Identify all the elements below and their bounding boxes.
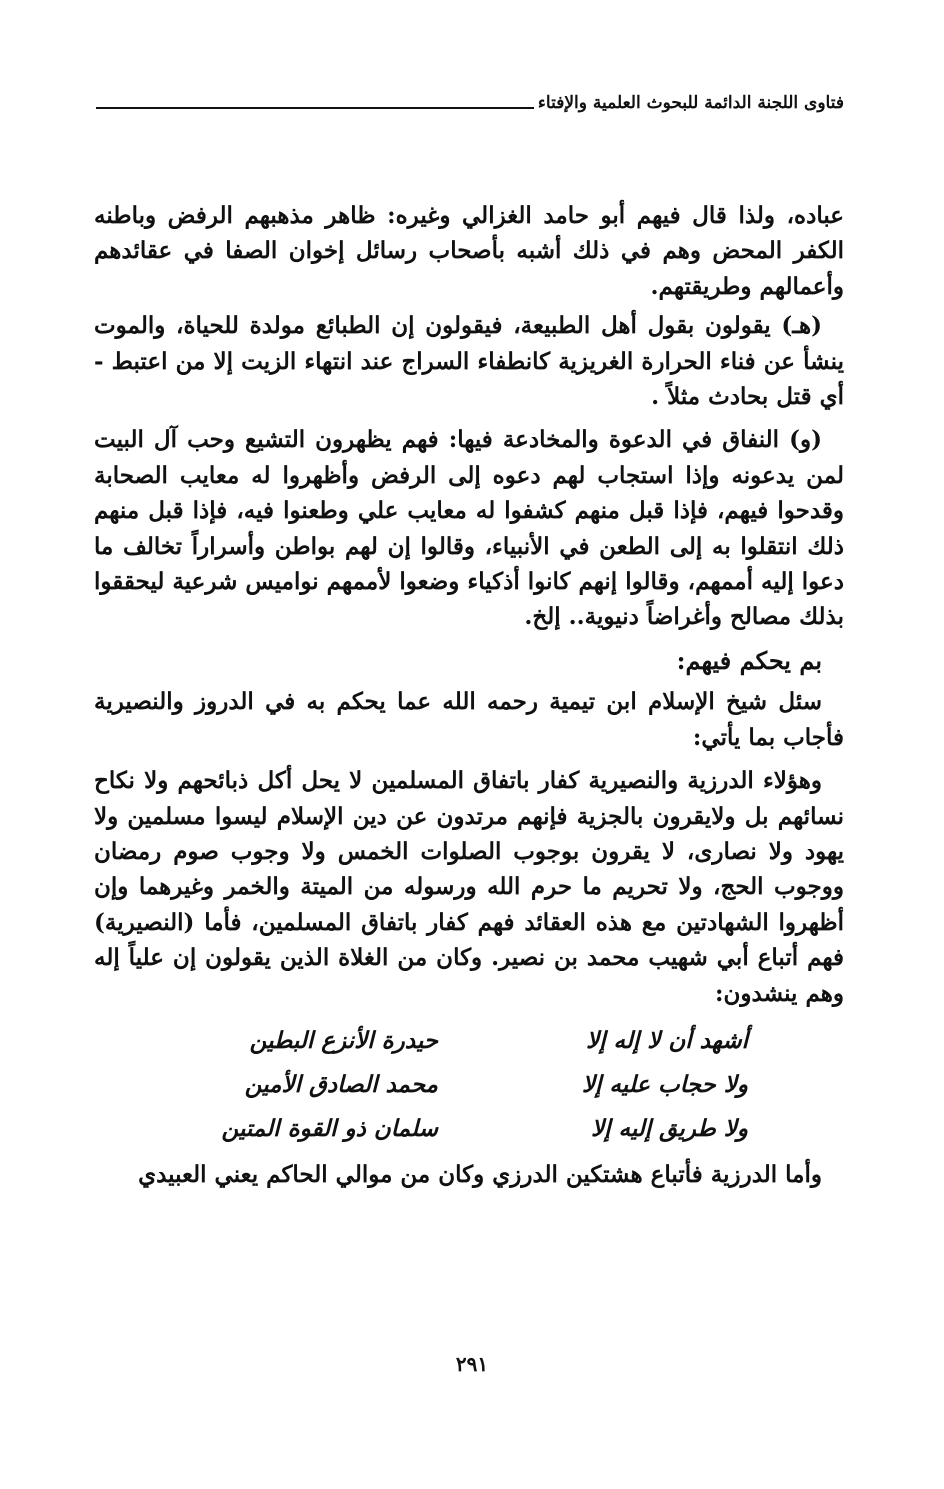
page-number: ٢٩١: [455, 1352, 489, 1376]
paragraph-1: عباده، ولذا قال فيهم أبو حامد الغزالي وغيره: ظاهر مذهبهم الرفض وباطنه الكفر المحض وهم في ذلك أشبه بأصحاب رسائل إخوان الصفا في عقائدهم وأعمالهم وطريقتهم.: [94, 202, 844, 300]
header-title: فتاوى اللجنة الدائمة للبحوث العلمية والإفتاء: [537, 93, 844, 113]
paragraph-6: وأما الدرزية فأتباع هشتكين الدرزي وكان من موالي الحاكم يعني العبيدي: [138, 1160, 822, 1188]
verse-second-hemistich: سلمان ذو القوة المتين: [221, 1115, 438, 1143]
poem-verse: [94, 1063, 844, 1107]
verse-second-hemistich: محمد الصادق الأمين: [244, 1071, 438, 1099]
verse-first-hemistich: أشهد أن لا إله إلا: [586, 1027, 748, 1055]
paragraph-3: (و) النفاق في الدعوة والمخادعة فيها: فهم يظهرون التشيع وحب آل البيت لمن يدعونه وإذا استجاب لهم دعوه إلى الرفض وأظهروا له معايب الصحابة وقدحوا فيهم، فإذا قبل منهم كشفوا له معايب علي وطعنوا فيه، فإذا قبل منهم ذلك انتقلوا به إلى الطعن في الأنبياء، وقالوا إن لهم بواطن وأسراراً تخالف ما دعوا إليه أممهم، وقالوا إنهم كانوا أذكياء وضعوا لأممهم نواميس شرعية ليحققوا بذلك مصالح وأغراضاً دنيوية.. إلخ.: [94, 426, 844, 631]
verse-second-hemistich: حيدرة الأنزع البطين: [249, 1027, 438, 1055]
poem: [94, 1019, 844, 1151]
paragraph-2: (هـ) يقولون بقول أهل الطبيعة، فيقولون إن الطبائع مولدة للحياة، والموت ينشأ عن فناء الحرارة الغريزية كانطفاء السراج عند انتهاء الزيت إلا من اعتبط - أي قتل بحادث مثلاً .: [94, 312, 844, 411]
verse-first-hemistich: ولا طريق إليه إلا: [590, 1115, 748, 1143]
section-heading: بم يحكم فيهم:: [676, 645, 822, 675]
running-header: [96, 88, 844, 114]
paragraph-4: سئل شيخ الإسلام ابن تيمية رحمه الله عما يحكم به في الدروز والنصيرية فأجاب بما يأتي:: [94, 688, 844, 751]
paragraph-5: وهؤلاء الدرزية والنصيرية كفار باتفاق المسلمين لا يحل أكل ذبائحهم ولا نكاح نسائهم بل ولايقرون بالجزية فإنهم مرتدون عن دين الإسلام ليسوا مسلمين ولا يهود ولا نصارى، لا يقرون بوجوب الصلوات الخمس ولا وجوب صوم رمضان ووجوب الحج، ولا تحريم ما حرم الله ورسوله من الميتة والخمر وغيرهما وإن أظهروا الشهادتين مع هذه العقائد فهم كفار باتفاق المسلمين، فأما (النصيرية) فهم أتباع أبي شهيب محمد بن نصير. وكان من الغلاة الذين يقولون إن علياً إله وهم ينشدون:: [94, 767, 844, 1007]
poem-verse: [94, 1107, 844, 1151]
poem-verse: [94, 1019, 844, 1063]
verse-first-hemistich: ولا حجاب عليه إلا: [581, 1071, 748, 1099]
header-rule: [96, 107, 534, 109]
main-text: [94, 198, 844, 1200]
